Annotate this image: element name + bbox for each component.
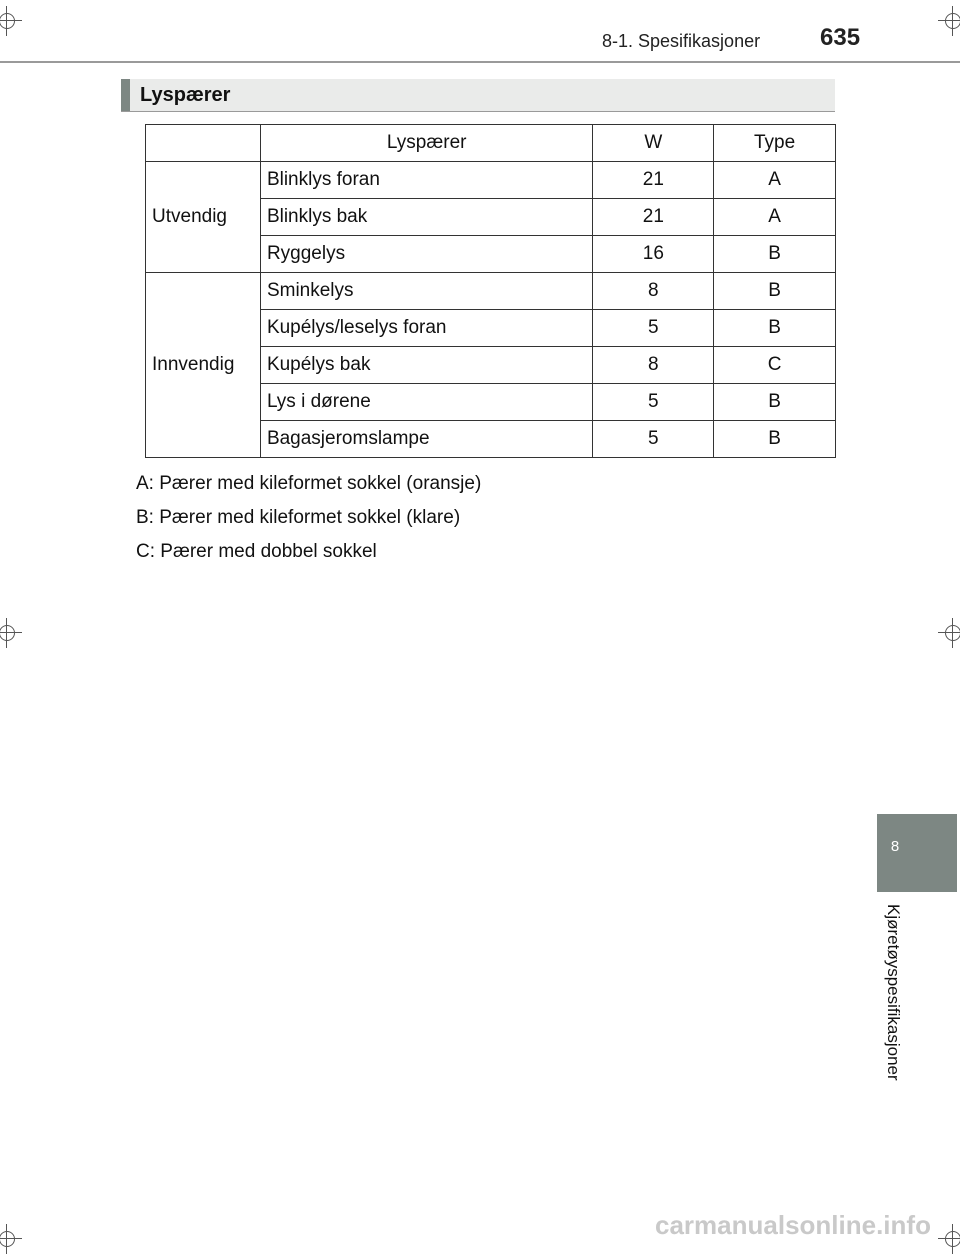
bulb-watt: 21 [593, 199, 714, 236]
bulb-type: B [714, 421, 836, 458]
chapter-number: 8 [890, 838, 900, 855]
legend-note-c: C: Pærer med dobbel sokkel [136, 541, 377, 562]
header-cell-group [146, 125, 261, 162]
crop-mark-top-right [938, 6, 960, 36]
crop-mark-bottom-left [0, 1224, 22, 1254]
bulb-watt: 5 [593, 421, 714, 458]
crop-mark-top-left [0, 6, 22, 36]
crop-mark-middle-right [938, 618, 960, 648]
group-label: Innvendig [146, 273, 261, 458]
bulb-name: Bagasjeromslampe [260, 421, 593, 458]
header-cell-bulb: Lyspærer [260, 125, 593, 162]
heading-accent-bar [121, 79, 130, 111]
page-number: 635 [820, 24, 861, 51]
crop-mark-bottom-right [938, 1224, 960, 1254]
bulb-type: B [714, 273, 836, 310]
bulb-type: A [714, 162, 836, 199]
header-divider [0, 61, 960, 63]
legend-note-b: B: Pærer med kileformet sokkel (klare) [136, 507, 461, 528]
type-legend [136, 472, 481, 574]
bulb-watt: 8 [593, 273, 714, 310]
bulb-name: Kupélys/leselys foran [260, 310, 593, 347]
bulb-type: B [714, 384, 836, 421]
bulb-name: Blinklys foran [260, 162, 593, 199]
table-row [146, 162, 836, 199]
chapter-tab [877, 814, 957, 892]
bulb-name: Ryggelys [260, 236, 593, 273]
bulb-name: Sminkelys [260, 273, 593, 310]
bulb-type: B [714, 236, 836, 273]
bulb-watt: 5 [593, 384, 714, 421]
header-cell-watt: W [593, 125, 714, 162]
legend-note-a: A: Pærer med kileformet sokkel (oransje) [136, 473, 482, 494]
section-title: 8-1. Spesifikasjoner [602, 31, 761, 51]
bulb-watt: 16 [593, 236, 714, 273]
section-heading [121, 79, 835, 112]
heading-title: Lyspærer [140, 84, 231, 106]
bulb-name: Blinklys bak [260, 199, 593, 236]
bulb-name: Lys i dørene [260, 384, 593, 421]
bulb-type: B [714, 310, 836, 347]
table-row [146, 273, 836, 310]
group-label: Utvendig [146, 162, 261, 273]
bulb-name: Kupélys bak [260, 347, 593, 384]
chapter-label: Kjøretøyspesifikasjoner [884, 904, 903, 1081]
bulb-table [145, 124, 836, 458]
crop-mark-middle-left [0, 618, 22, 648]
bulb-watt: 21 [593, 162, 714, 199]
bulb-watt: 8 [593, 347, 714, 384]
header-cell-type: Type [714, 125, 836, 162]
watermark: carmanualsonline.info [655, 1210, 931, 1240]
table-header-row [146, 125, 836, 162]
bulb-type: A [714, 199, 836, 236]
bulb-type: C [714, 347, 836, 384]
bulb-watt: 5 [593, 310, 714, 347]
